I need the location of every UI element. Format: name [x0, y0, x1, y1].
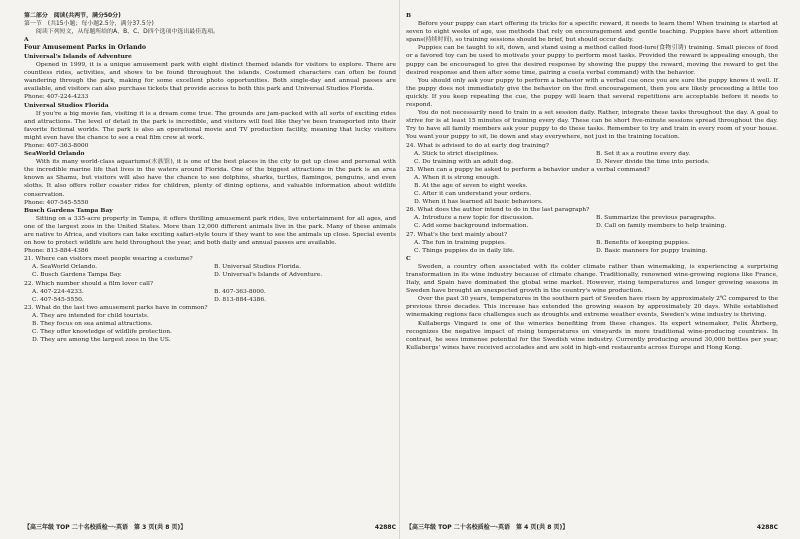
answer-option: D. Universal's Islands of Adventure. — [214, 271, 323, 279]
question-25 — [406, 166, 778, 206]
question-26 — [406, 206, 778, 230]
question-24 — [406, 142, 778, 166]
question-21 — [24, 255, 396, 279]
page-footer — [24, 524, 396, 532]
question-27 — [406, 231, 778, 255]
passage-a-title: Four Amusement Parks in Orlando — [24, 44, 147, 52]
page-footer — [406, 524, 778, 532]
page-4 — [406, 12, 778, 539]
answer-option: B. Summarize the previous paragraphs. — [596, 214, 716, 222]
passage-a-label: A — [24, 36, 29, 44]
park-description: Sitting on a 335-acre property in Tampa, it offers thrilling amusement park rides, live entertainment for all ages, and one of the largest zoos in the United States. More than 12,000 different animals live in the park. Many of these animals are native to Africa, and visitors can take exciting safari-style tours if they want to see the animals up close. Special events on how to protect wildlife are held throughout the year, and both daily and annual passes are available. — [24, 214, 396, 247]
passage-c-label: C — [406, 254, 411, 262]
answer-option: B. Universal Studios Florida. — [214, 263, 301, 271]
park-phone: Phone: 407-363-8000 — [24, 141, 89, 149]
passage-b-paragraph: You do not necessarily need to train in a set session daily. Rather, integrate these tasks throughout the day. A goal to strive for is at least 15 minutes of training every day. These can be short five-minute sessions spread throughout the day. Try to have all family members ask your puppy to do these tasks. Remember to try and train in every room of your house. You want your puppy to sit, lie down and stay everywhere, not just in the training location. — [406, 109, 778, 141]
footer-page-info: 【高三年级 TOP 二十名校质检一·英语 第 4 页(共 8 页)】 — [406, 523, 569, 531]
park-phone: Phone: 407-545-5550 — [24, 198, 89, 206]
answer-option: A. They are intended for child tourists. — [32, 311, 149, 319]
answer-option: A. Introduce a new topic for discussion. — [414, 214, 534, 222]
passage-c-paragraph: Sweden, a country often associated with its colder climate rather than winemaking, is experiencing a surprising transformation in its wine industry because of climate change. Traditionally, renowned wine-growing regions like France, Italy, and Spain have dominated the global wine market. However, rising temperatures and longer growing seasons in Sweden have brought an unexpected growth in the country's wine production. — [406, 262, 778, 295]
answer-option: C. They offer knowledge of wildlife protection. — [32, 328, 172, 336]
answer-option: D. They are among the largest zoos in the US. — [32, 336, 171, 344]
answer-option: D. Never divide the time into periods. — [596, 157, 710, 165]
passage-c-paragraph: Over the past 30 years, temperatures in the southern part of Sweden have risen by approximately 2℃ compared to the previous three decades. This increase has extended the growing season by approximately 20 days. While established winemaking regions face challenges such as droughts and extreme weather events, Sweden's wine industry is thriving. — [406, 295, 778, 319]
footer-page-info: 【高三年级 TOP 二十名校质检一·英语 第 3 页(共 8 页)】 — [24, 523, 187, 531]
park-description: Opened in 1999, it is a unique amusement park with eight distinct themed islands for visitors to explore. There are countless rides, activities, and shows to be found throughout the islands. Costumed characters can often be found wandering through the park, making for some excellent photo opportunities. Both single-day and annual passes are available, and visitors can also purchase tickets that provide access to both this park and Universal Studios Florida. — [24, 61, 396, 93]
answer-option: B. At the age of seven to eight weeks. — [414, 181, 528, 189]
park-name: Universal Studios Florida — [24, 101, 109, 109]
answer-option: B. Set it as a routine every day. — [596, 149, 691, 157]
footer-code: 4288C — [756, 523, 778, 531]
passage-c-paragraph: Kullabergs Vingard is one of the wineries benefiting from these changes. Its expert winemaker, Felix Åhrberg, recognizes the negative impact of rising temperatures on vineyards in more traditional wine-producing countries. In contrast, he sees immense potential for the Swedish wine industry. Currently producing around 30,000 bottles per year, Kullabergs' wines have received accolades and are sold in high-end restaurants across Europe and Hong Kong. — [406, 319, 778, 351]
question-stem: 21. Where can visitors meet people wearing a costume? — [24, 255, 193, 263]
passage-b-paragraph: Before your puppy can start offering its tricks for a specific reward, it needs to learn them! When training is started at seven to eight weeks of age, use methods that rely on encouragement and gentle teaching. Puppies have short attention spans(持续时间), so training sessions should be brief, but should occur daily. — [406, 20, 778, 44]
page-fold-divider — [399, 0, 400, 539]
answer-option: D. Basic manners for puppy training. — [596, 246, 708, 254]
answer-option: C. After it can understand your orders. — [414, 190, 532, 198]
answer-option: D. When it has learned all basic behaviors. — [414, 198, 543, 206]
answer-option: D. Call on family members to help training. — [596, 222, 727, 230]
answer-option: A. 407-224-4233. — [32, 287, 84, 295]
answer-option: C. 407-545-5550. — [32, 295, 84, 303]
question-stem: 27. What's the text mainly about? — [406, 230, 508, 238]
answer-option: C. Busch Gardens Tampa Bay. — [32, 271, 122, 279]
answer-option: B. Benefits of keeping puppies. — [596, 238, 690, 246]
answer-option: C. Do training with an adult dog. — [414, 157, 513, 165]
passage-b-paragraph: Puppies can be taught to sit, down, and stand using a method called food-lure(食物引诱) training. Small pieces of food or a favored toy can be used to motivate your puppy to perform most tasks. Provided the reward is appealing enough, the puppy can be encouraged to give the desired response by showing the puppy the reward, moving the reward to get the desired response and then after some time, pairing a cue(a verbal command) with the behavior. — [406, 44, 778, 76]
passage-b-paragraph: You should only ask your puppy to perform a behavior with a verbal cue once you are sure the puppy knows it well. If the puppy does not immediately give the behavior on the first encouragement, then you are likely proceeding a little too quickly. If you keep repeating the cue, the puppy will learn that several repetitions are acceptable before it needs to respond. — [406, 76, 778, 109]
answer-option: B. 407-363-8000. — [214, 287, 266, 295]
park-name: Universal's Islands of Adventure — [24, 52, 132, 60]
answer-option: C. Things puppies do in daily life. — [414, 246, 515, 254]
park-entry — [24, 53, 396, 102]
park-description: With its many world-class aquariums(水族馆), it is one of the best places in the city to get up close and personal with the incredible marine life that lives in the waters around Florida. One of the biggest attractions in the park is an area known as Shamu, but visitors will also have the chance to see dolphins, sharks, turtles, flamingos, penguins, and even sloths. It also offers roller coaster rides for children, plenty of dining options, and valuable information about wildlife conservation. — [24, 158, 396, 198]
park-phone: Phone: 813-884-4386 — [24, 247, 89, 255]
park-phone: Phone: 407-224-4233 — [24, 93, 89, 101]
question-stem: 23. What do the last two amusement parks have in common? — [24, 303, 208, 311]
section-header: 第一节 (共15小题；每小题2.5分，满分37.5分) — [24, 20, 154, 28]
question-22 — [24, 280, 396, 304]
answer-option: D. 813-884-4386. — [214, 295, 266, 303]
answer-option: C. Add some background information. — [414, 222, 529, 230]
answer-option: B. They focus on sea animal attractions. — [32, 320, 153, 328]
answer-option: A. When it is strong enough. — [414, 173, 500, 181]
reading-instruction: 阅读下列短文，从每题所给的A、B、C、D四个选项中选出最佳选项。 — [35, 28, 219, 36]
park-entry — [24, 150, 396, 207]
question-23 — [24, 304, 396, 344]
park-entry — [24, 207, 396, 256]
footer-code: 4288C — [374, 523, 396, 531]
answer-option: A. SeaWorld Orlando. — [32, 263, 98, 271]
page-3 — [24, 12, 396, 539]
question-stem: 24. What is advised to do at early dog training? — [406, 141, 549, 149]
question-stem: 22. Which number should a film lover call? — [24, 279, 154, 287]
park-name: SeaWorld Orlando — [24, 150, 85, 158]
park-entry — [24, 102, 396, 151]
part-header: 第二部分 阅读(共两节，满分50分) — [24, 12, 121, 19]
park-description: If you're a big movie fan, visiting it is a dream come true. The grounds are jam-packed with all sorts of exciting rides and attractions. The level of detail in the park is incredible, and visitors will feel like they've been transported into their favorite fictional worlds. The park is also an operational movie and TV production facility, meaning that lucky visitors might even have the chance to see a real film crew at work. — [24, 109, 396, 141]
passage-b-label: B — [406, 12, 412, 19]
park-name: Busch Gardens Tampa Bay — [24, 206, 113, 214]
question-stem: 25. When can a puppy be asked to perform a behavior under a verbal command? — [406, 165, 650, 173]
question-stem: 26. What does the author intend to do in the last paragraph? — [406, 206, 590, 214]
answer-option: A. Stick to strict disciplines. — [414, 149, 499, 157]
answer-option: A. The fun in training puppies. — [414, 238, 507, 246]
